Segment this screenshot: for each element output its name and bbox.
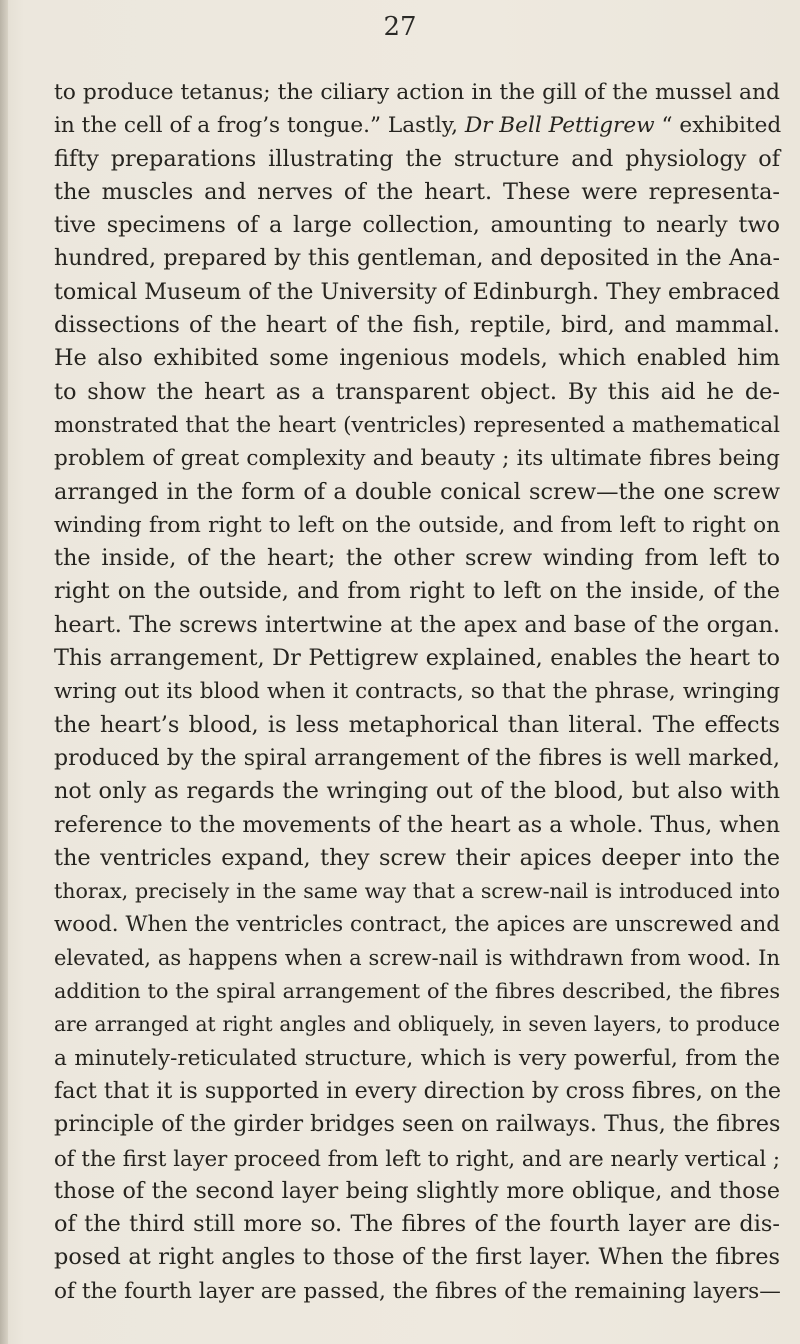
text-line: produced by the spiral arrangement of the fibres is well marked, bbox=[54, 745, 780, 771]
text-line: the ventricles expand, they screw their apices deeper into the bbox=[54, 844, 780, 871]
text-line: arranged in the form of a double conical screw—the one screw bbox=[54, 478, 780, 505]
text-line: problem of great complexity and beauty ; its ultimate fibres being bbox=[54, 446, 780, 472]
text-line: principle of the girder bridges seen on railways. Thus, the fibres bbox=[54, 1111, 781, 1138]
text-line: wood. When the ventricles contract, the apices are unscrewed and bbox=[54, 912, 780, 938]
text-line: the heart’s blood, is less metaphorical than literal. The effects bbox=[54, 711, 780, 738]
text-line: fact that it is supported in every direction by cross fibres, on the bbox=[54, 1077, 782, 1104]
text-line: elevated, as happens when a screw-nail is withdrawn from wood. In bbox=[54, 945, 780, 970]
text-line: of the fourth layer are passed, the fibres of the remaining layers— bbox=[54, 1278, 781, 1304]
text-line: posed at right angles to those of the first layer. When the fibres bbox=[54, 1244, 780, 1271]
text-line: a minutely-reticulated structure, which is very powerful, from the bbox=[54, 1045, 780, 1071]
text-line: dissections of the heart of the fish, reptile, bird, and mammal. bbox=[54, 312, 780, 339]
text-line: addition to the spiral arrangement of the fibres described, the fibres bbox=[54, 979, 780, 1004]
text-line: to produce tetanus; the ciliary action in the gill of the mussel and bbox=[54, 80, 780, 105]
text-line: tive specimens of a large collection, amounting to nearly two bbox=[54, 212, 780, 239]
text-line: hundred, prepared by this gentleman, and deposited in the Ana- bbox=[54, 245, 780, 272]
text-line: not only as regards the wringing out of the blood, but also with bbox=[54, 778, 780, 805]
text-line: This arrangement, Dr Pettigrew explained, enables the heart to bbox=[54, 645, 780, 672]
text-line: the inside, of the heart; the other screw winding from left to bbox=[54, 545, 780, 572]
text-line: reference to the movements of the heart as a whole. Thus, when bbox=[54, 811, 781, 838]
text-line: winding from right to left on the outside, and from left to right on bbox=[54, 512, 780, 538]
text-line: are arranged at right angles and obliquely, in seven layers, to produce bbox=[54, 1012, 780, 1037]
text-line: to show the heart as a transparent object. By this aid he de- bbox=[54, 378, 780, 405]
text-line: heart. The screws intertwine at the apex and base of the organ. bbox=[54, 611, 780, 638]
text-line: He also exhibited some ingenious models, which enabled him bbox=[54, 345, 780, 372]
text-line: thorax, precisely in the same way that a screw-nail is introduced into bbox=[54, 879, 780, 904]
text-line: in the cell of a frog’s tongue.” Lastly, Dr Bell Pettigrew “ exhibited bbox=[54, 113, 782, 139]
binding-gutter bbox=[0, 0, 8, 1344]
text-line: those of the second layer being slightly more oblique, and those bbox=[54, 1177, 780, 1204]
text-line: the muscles and nerves of the heart. These were representa- bbox=[54, 178, 780, 205]
text-line: monstrated that the heart (ventricles) represented a mathematical bbox=[54, 412, 780, 438]
text-line: of the third still more so. The fibres of the fourth layer are dis- bbox=[54, 1211, 780, 1238]
page-number: 27 bbox=[383, 12, 417, 42]
text-line: right on the outside, and from right to left on the inside, of the bbox=[54, 578, 780, 605]
text-line: of the first layer proceed from left to right, and are nearly vertical ; bbox=[54, 1145, 780, 1171]
text-line: wring out its blood when it contracts, so that the phrase, wringing bbox=[54, 679, 780, 705]
text-line: fifty preparations illustrating the structure and physiology of bbox=[54, 145, 780, 172]
text-line: tomical Museum of the University of Edinburgh. They embraced bbox=[54, 278, 780, 305]
body-text bbox=[54, 76, 780, 1308]
italic-name: Dr Bell Pettigrew bbox=[464, 113, 655, 139]
